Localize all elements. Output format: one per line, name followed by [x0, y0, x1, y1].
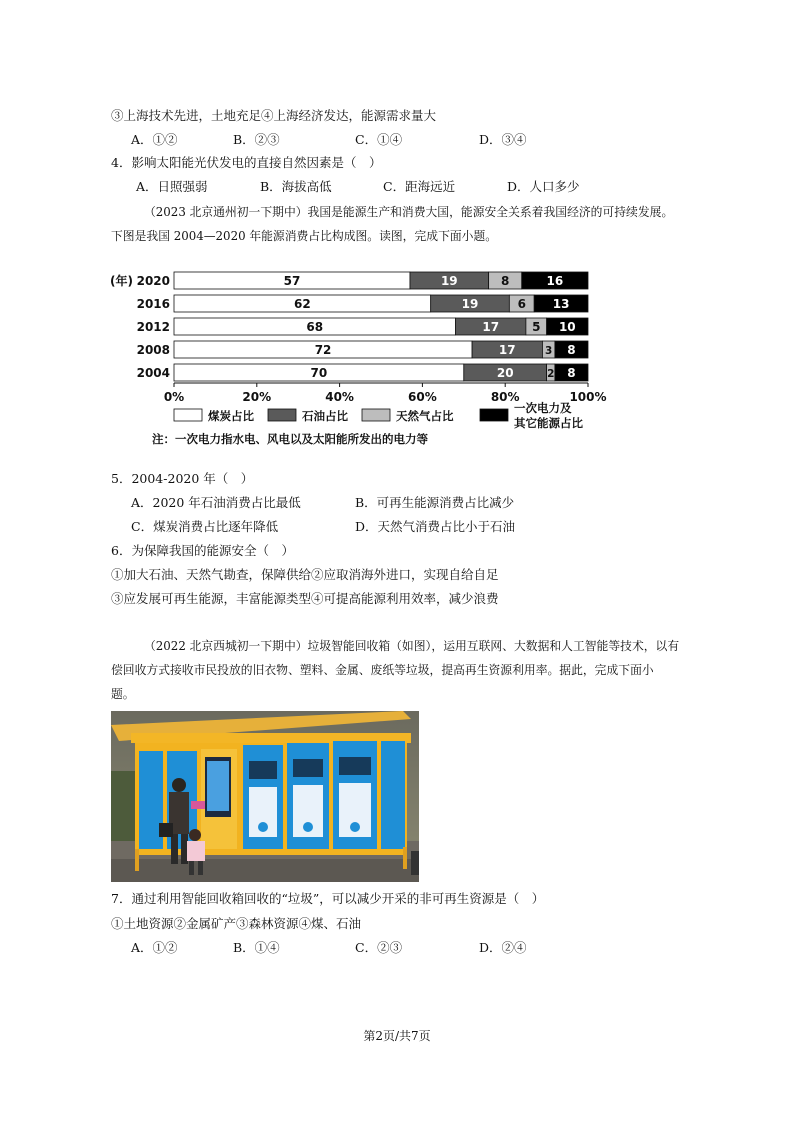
q4-option-a: A．日照强弱 [136, 179, 208, 194]
q4-option-b: B．海拔高低 [260, 179, 332, 194]
x-tick-label: 100% [569, 390, 607, 404]
legend-swatch [268, 409, 296, 421]
page-footer: 第2页/共7页 [363, 1029, 431, 1043]
data-label: 16 [546, 274, 564, 288]
data-label: 72 [314, 343, 332, 357]
q3-option-b: B．②③ [233, 132, 280, 147]
data-label: 17 [498, 343, 516, 357]
x-tick-label: 60% [408, 390, 437, 404]
intro2-line3: 题。 [111, 687, 135, 701]
data-label: 19 [440, 274, 458, 288]
data-label: 6 [517, 297, 526, 311]
legend-label: 天然气占比 [396, 409, 454, 423]
recycling-kiosk-photo [111, 711, 419, 882]
q5-stem: 5．2004-2020 年（ ） [111, 471, 254, 486]
x-tick-label: 20% [242, 390, 272, 404]
q7-option-b: B．①④ [233, 940, 280, 955]
x-tick-label: 40% [325, 390, 354, 404]
energy-consumption-stacked-bar-chart [108, 266, 608, 466]
q7-stem: 7．通过利用智能回收箱回收的“垃圾”，可以减少开采的非可再生资源是（ ） [111, 891, 545, 906]
y-tick-label: 2012 [136, 320, 170, 334]
legend-swatch [362, 409, 390, 421]
q7-items: ①土地资源②金属矿产③森林资源④煤、石油 [111, 916, 362, 931]
legend-label: 煤炭占比 [208, 409, 254, 423]
y-unit-label: (年) [110, 274, 133, 288]
legend-label: 一次电力及 [514, 401, 572, 415]
y-tick-label: 2016 [136, 297, 170, 311]
q3-item34: ③上海技术先进，土地充足④上海经济发达，能源需求量大 [111, 108, 437, 123]
y-tick-label: 2008 [136, 343, 170, 357]
data-label: 70 [310, 366, 328, 380]
intro1-line1: （2023 北京通州初一下期中）我国是能源生产和消费大国，能源安全关系着我国经济的可持续发展。 [144, 205, 674, 219]
x-tick-label: 80% [490, 390, 520, 404]
intro2-line2: 偿回收方式接收市民投放的旧衣物、塑料、金属、废纸等垃圾，提高再生资源利用率。据此，完成下面小 [111, 663, 654, 677]
data-label: 62 [293, 297, 311, 311]
data-label: 19 [461, 297, 479, 311]
q4-option-d: D．人口多少 [507, 179, 580, 194]
q5-option-d: D．天然气消费占比小于石油 [355, 519, 516, 534]
legend-label: 石油占比 [302, 409, 348, 423]
data-label: 57 [283, 274, 301, 288]
intro1-line2: 下图是我国 2004—2020 年能源消费占比构成图。读图，完成下面小题。 [111, 229, 498, 243]
q6-item12: ①加大石油、天然气勘查，保障供给②应取消海外进口，实现自给自足 [111, 567, 499, 582]
legend-swatch [174, 409, 202, 421]
q7-option-a: A．①② [131, 940, 178, 955]
data-label: 68 [306, 320, 324, 334]
data-label: 5 [532, 320, 541, 334]
data-label: 17 [482, 320, 500, 334]
q4-option-c: C．距海远近 [383, 179, 456, 194]
q5-option-a: A．2020 年石油消费占比最低 [131, 495, 301, 510]
q6-stem: 6．为保障我国的能源安全（ ） [111, 543, 294, 558]
q5-option-c: C．煤炭消费占比逐年降低 [131, 519, 279, 534]
q4-stem: 4．影响太阳能光伏发电的直接自然因素是（ ） [111, 155, 382, 170]
legend-swatch [480, 409, 508, 421]
data-label: 8 [567, 343, 576, 357]
y-tick-label: 2020 [136, 274, 170, 288]
data-label: 20 [496, 366, 514, 380]
legend-label: 其它能源占比 [514, 416, 583, 430]
data-label: 3 [545, 345, 553, 357]
q7-option-d: D．②④ [479, 940, 527, 955]
data-label: 13 [552, 297, 570, 311]
x-tick-label: 0% [163, 390, 185, 404]
y-tick-label: 2004 [136, 366, 170, 380]
data-label: 10 [558, 320, 576, 334]
intro2-line1: （2022 北京西城初一下期中）垃圾智能回收箱（如图），运用互联网、大数据和人工智能等技术，以有 [144, 639, 680, 653]
data-label: 2 [547, 368, 555, 380]
q3-option-c: C．①④ [355, 132, 403, 147]
q7-option-c: C．②③ [355, 940, 403, 955]
q3-option-d: D．③④ [479, 132, 527, 147]
q5-option-b: B．可再生能源消费占比减少 [355, 495, 515, 510]
q3-option-a: A．①② [131, 132, 178, 147]
data-label: 8 [567, 366, 576, 380]
chart-note: 注：一次电力指水电、风电以及太阳能所发出的电力等 [152, 432, 428, 446]
data-label: 8 [501, 274, 510, 288]
q6-item34: ③应发展可再生能源，丰富能源类型④可提高能源利用效率，减少浪费 [111, 591, 499, 606]
